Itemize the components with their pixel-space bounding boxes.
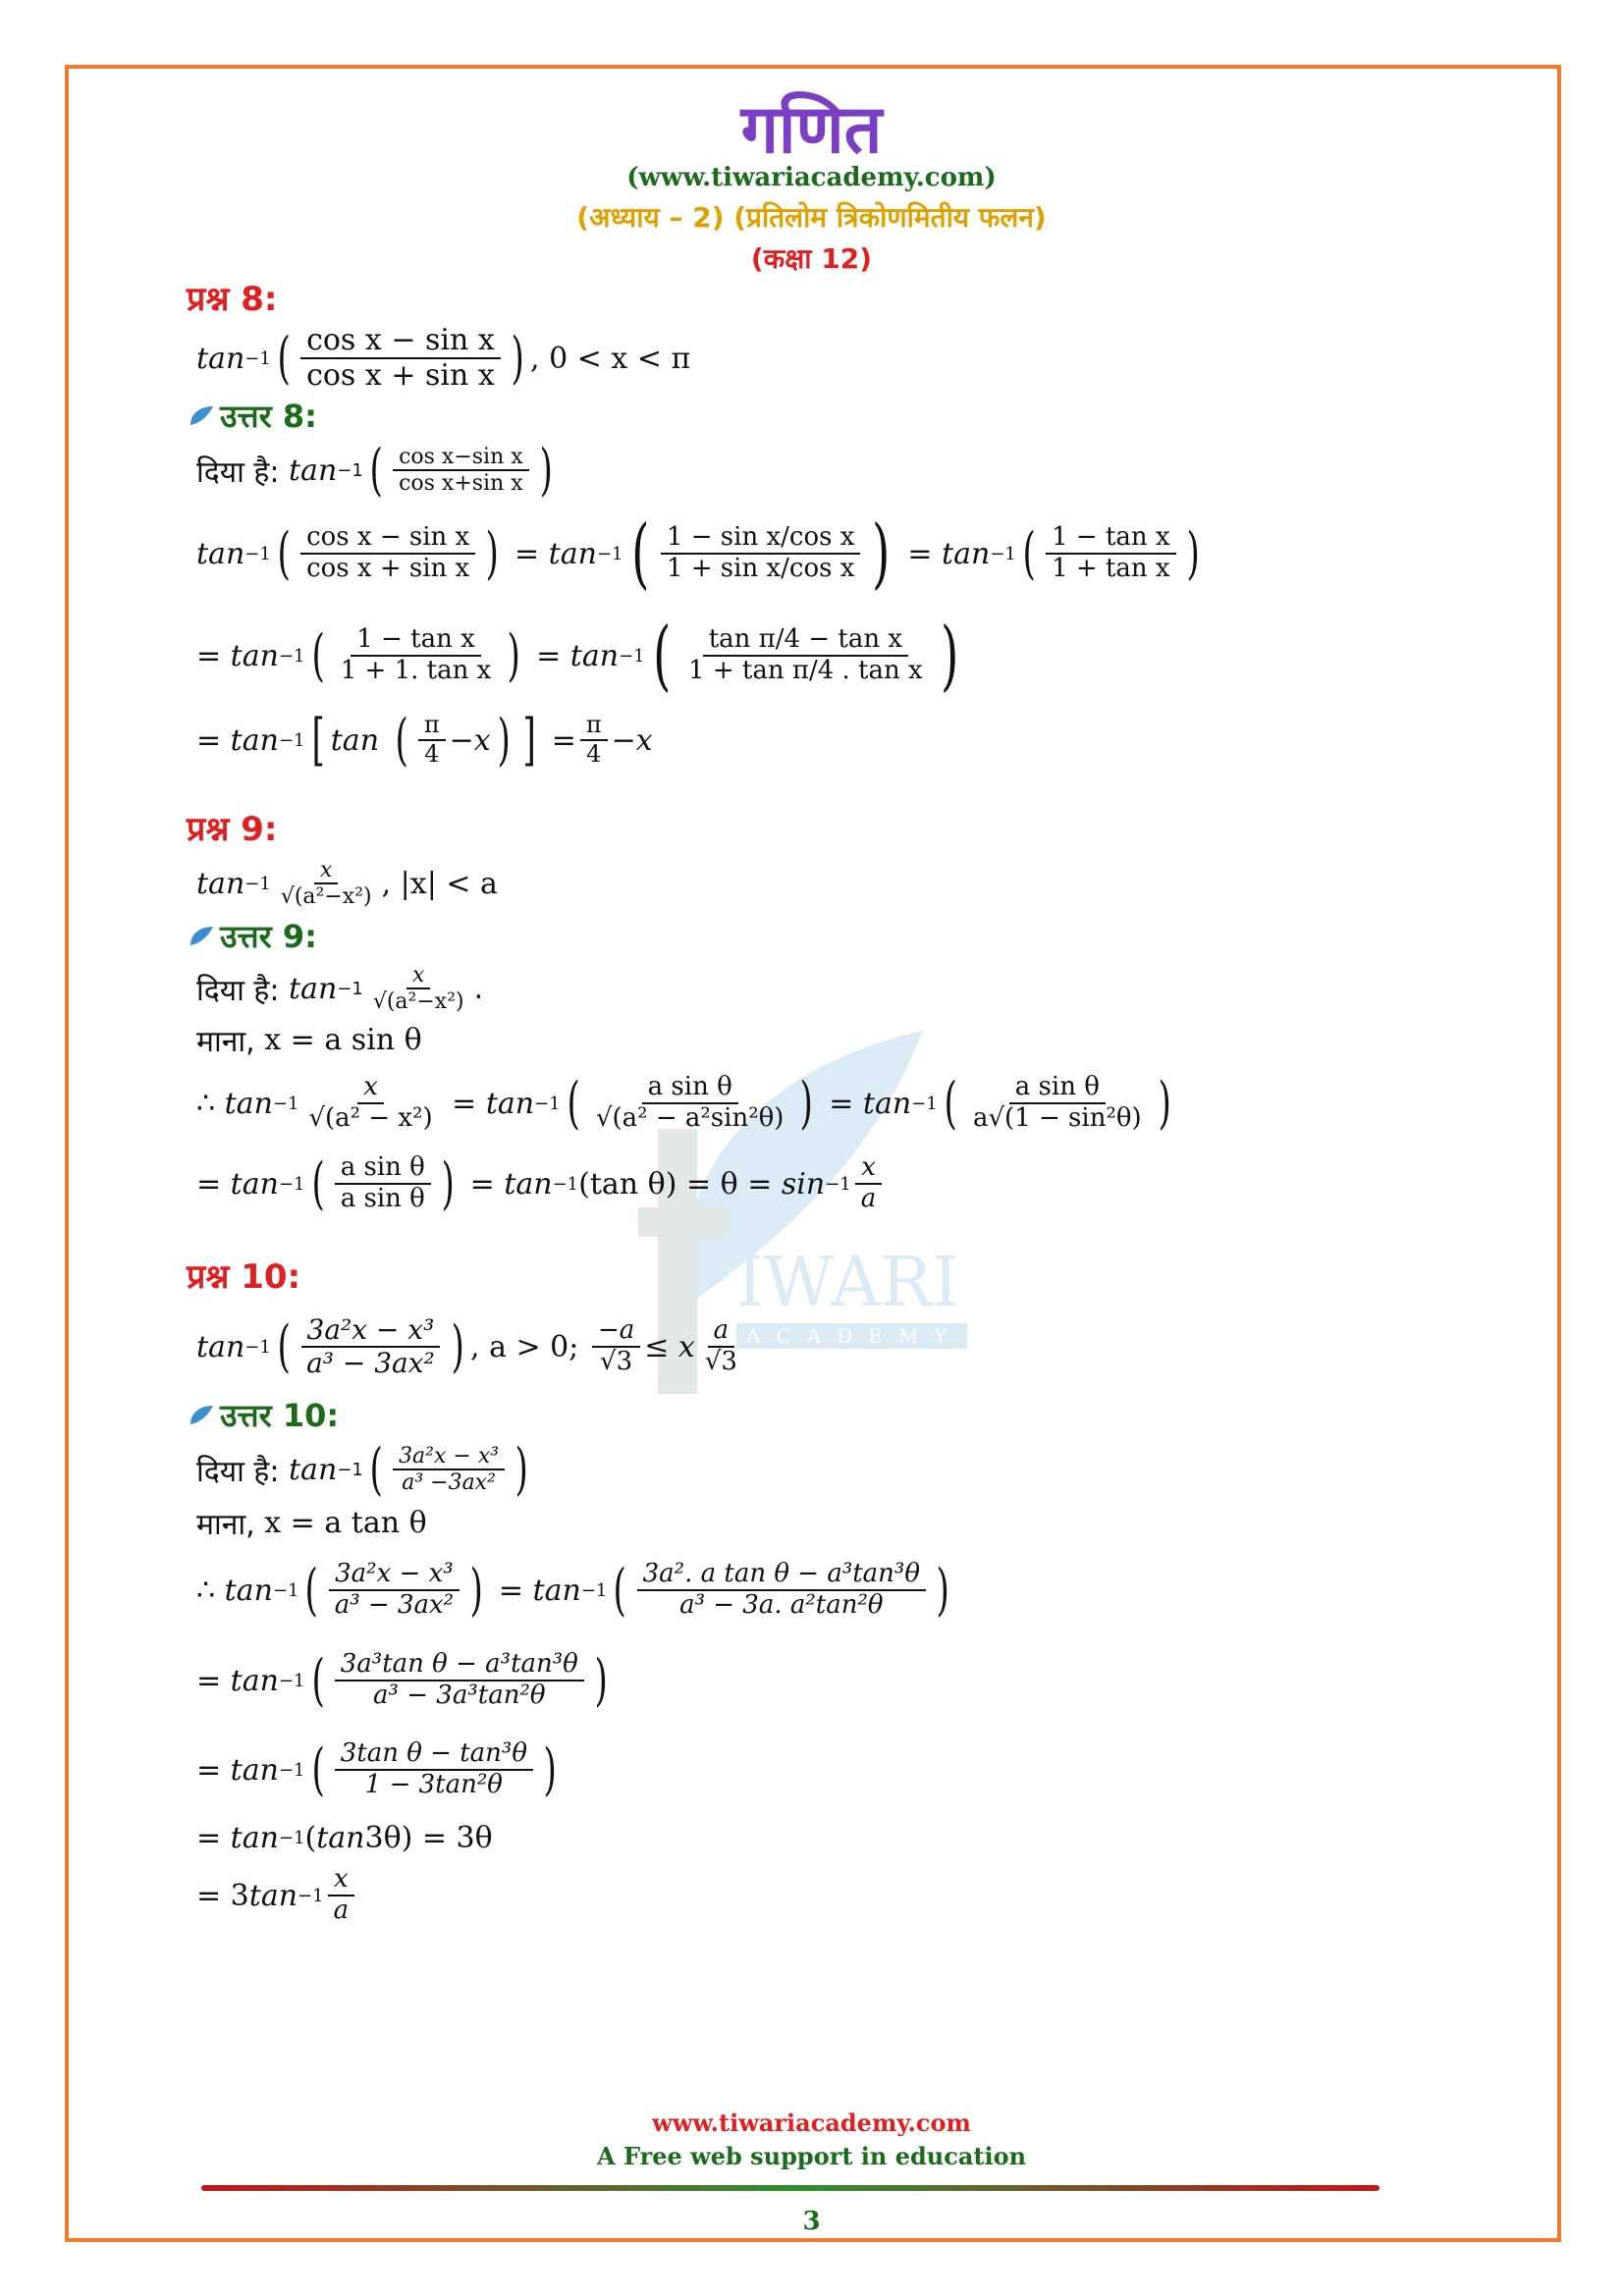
footer-tagline: A Free web support in education bbox=[596, 2142, 1027, 2170]
let-expression: x = a sin θ bbox=[264, 1022, 422, 1057]
question-8-expression: tan −1 ( $\frac{\text{cos x − sin x}}{\text{cos x + sin x}}$ ) , 0 < x < π bbox=[196, 322, 691, 393]
answer-leaf-icon bbox=[187, 403, 216, 429]
question-8-label: प्रश्न 8: bbox=[187, 280, 278, 319]
answer-9-let bbox=[196, 1017, 1463, 1062]
header-site-link[interactable]: (www.tiwariacademy.com) bbox=[626, 163, 997, 192]
answer-8-label: उत्तर 8: bbox=[187, 393, 1463, 440]
let-expression: x = a tan θ bbox=[264, 1505, 427, 1540]
watermark-text: IWARI bbox=[736, 1242, 960, 1322]
chapter-title: (अध्याय – 2) (प्रतिलोम त्रिकोणमितीय फलन) bbox=[576, 201, 1047, 234]
answer-8-step-2: = tan −1 ( $\frac{\text{1 − tan x}}{\text{1 + 1. tan x}}$ ) = tan −1 ( $\frac{\text{tan π/4 − tan x}}{\text{1 + tan π/4 . tan x}}$ ) bbox=[196, 612, 959, 700]
let-label: माना, bbox=[196, 1024, 255, 1059]
answer-10-step-2: = tan −1 ( $\frac{\text{3a³tan θ − a³tan³θ}}{\text{a³ − 3a³tan²θ}}$ ) bbox=[196, 1647, 608, 1713]
answer-10-step-4: = tan −1 ( tan 3θ) = 3θ bbox=[196, 1820, 493, 1855]
answer-leaf-icon bbox=[187, 1403, 216, 1428]
question-10-condition: , a > 0; bbox=[470, 1329, 579, 1364]
answer-8-step-1: tan −1 ( $\frac{\text{cos x − sin x}}{\text{cos x + sin x}}$ ) = tan −1 ( $\frac{\text{1 − sin x/cos x}}{\text{1 + sin x/cos x}}$ ) = tan −1 ( $\frac{\text{1 − tan x}}{\text{1 + tan x}}$ ) bbox=[196, 509, 1200, 598]
question-10-expression: tan −1 ( $\frac{\text{3a²x − x³}}{\text{a³ − 3ax²}}$ ) , a > 0; $\frac{-a}{√3}$ ≤ x $\frac{a}{√3}$ bbox=[196, 1312, 737, 1379]
answer-10-step-3: = tan −1 ( $\frac{\text{3tan θ − tan³θ}}{\text{1 − 3tan²θ}}$ ) bbox=[196, 1736, 557, 1802]
answer-8-given: दिया है: tan −1 ( $\frac{\text{cos x−sin x}}{\text{cos x+sin x}}$ ) bbox=[196, 437, 553, 503]
answer-9-step-2: = tan −1 ( $\frac{\text{a sin θ}}{\text{a sin θ}}$ ) = tan −1 (tan θ) = θ = sin −1 $\frac{x}{a}$ bbox=[196, 1145, 1463, 1223]
let-label: माना, bbox=[196, 1507, 255, 1542]
watermark-subtext: ACADEMY bbox=[746, 1324, 963, 1348]
question-9-expression: tan −1 $\frac{x}{\text{√(a²−x²)}}$ , |x| < a bbox=[196, 857, 498, 909]
footer-divider bbox=[201, 2185, 1380, 2191]
answer-10-step-1: ∴ tan −1 ( $\frac{\text{3a²x − x³}}{\text{a³ − 3ax²}}$ ) = tan −1 ( $\frac{\text{3a². a tan θ − a³tan³θ}}{\text{a³ − 3a. a²tan²θ}}$ ) bbox=[196, 1557, 949, 1623]
given-label: दिया है: bbox=[196, 973, 280, 1008]
page-title: गणित bbox=[740, 91, 883, 169]
question-9-condition: , |x| < a bbox=[381, 866, 498, 901]
answer-9-step-1: ∴ tan −1 $\frac{x}{\text{√(a² − x²)}}$ = tan −1 ( $\frac{\text{a sin θ}}{\text{√(a² − a²sin²θ)}}$ ) = tan −1 ( $\frac{\text{a sin θ}}{\text{a√(1 − sin²θ)}}$ ) bbox=[196, 1070, 1171, 1136]
given-label: दिया है: bbox=[196, 454, 280, 490]
content-area bbox=[187, 275, 1463, 1930]
answer-9-label: उत्तर 9: bbox=[187, 913, 1463, 960]
answer-9-given: दिया है: tan −1 $\frac{x}{\text{√(a²−x²)}}$ . bbox=[196, 962, 484, 1014]
page-number: 3 bbox=[802, 2207, 821, 2236]
footer-site-link[interactable]: www.tiwariacademy.com bbox=[652, 2109, 971, 2137]
given-label: दिया है: bbox=[196, 1454, 280, 1489]
answer-10-label: उत्तर 10: bbox=[187, 1392, 1463, 1439]
question-9-label: प्रश्न 9: bbox=[187, 810, 278, 849]
answer-8-step-3: = tan −1 [ tan ( $\frac{\pi}{4}$ − x ) ] = $\frac{\pi}{4}$ − x bbox=[196, 707, 653, 773]
question-8-condition: , 0 < x < π bbox=[530, 341, 691, 376]
answer-10-step-5: = 3 tan −1 $\frac{x}{a}$ bbox=[196, 1861, 1463, 1930]
answer-10-given: दिया है: tan −1 ( $\frac{\text{3a²x − x³}}{\text{a³ −3ax²}}$ ) bbox=[196, 1436, 528, 1502]
class-label: (कक्षा 12) bbox=[750, 242, 873, 275]
answer-10-let bbox=[196, 1500, 1463, 1545]
answer-leaf-icon bbox=[187, 924, 216, 949]
question-10-label: प्रश्न 10: bbox=[187, 1257, 301, 1297]
